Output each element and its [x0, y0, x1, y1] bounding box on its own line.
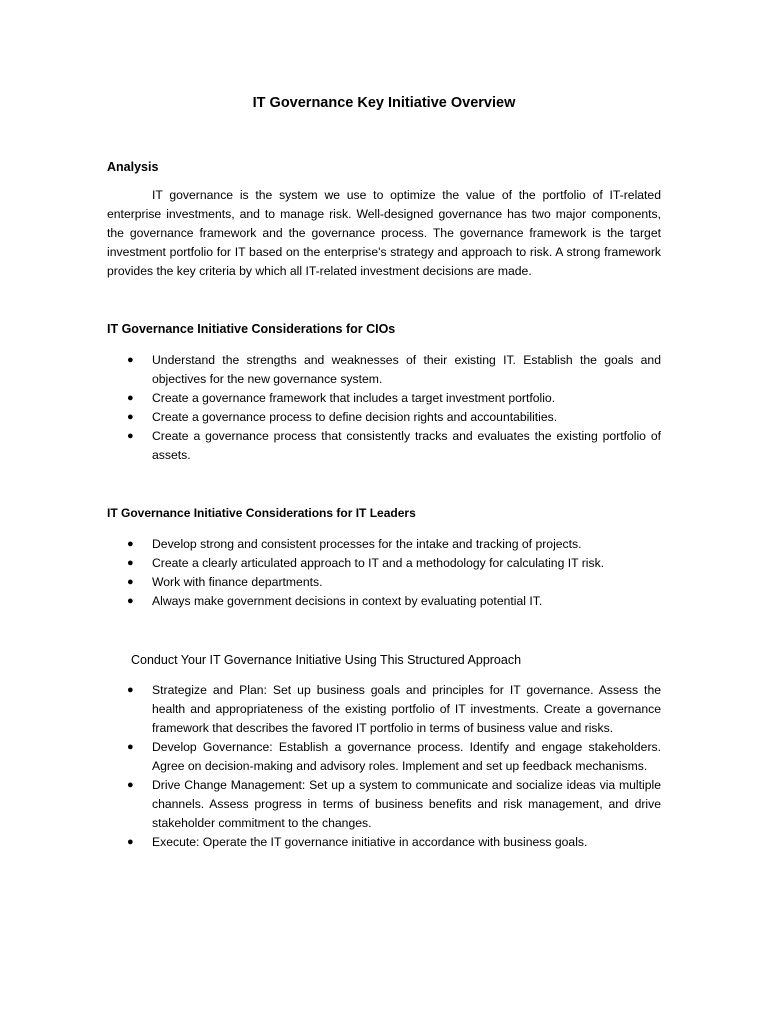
list-item	[107, 554, 661, 573]
bullet-icon: ●	[127, 836, 134, 848]
bullet-icon: ●	[127, 430, 134, 442]
list-item-text: Work with finance departments.	[152, 575, 323, 589]
bullet-icon: ●	[127, 684, 134, 696]
list-item	[107, 351, 661, 389]
list-item	[107, 681, 661, 738]
document-title: IT Governance Key Initiative Overview	[252, 95, 516, 111]
list-item-text: Create a governance framework that includes a target investment portfolio.	[152, 391, 556, 405]
list-item	[107, 535, 661, 554]
bullet-icon: ●	[127, 557, 134, 569]
leaders-section-heading: IT Governance Initiative Considerations for IT Leaders	[107, 506, 416, 520]
list-item	[107, 389, 661, 408]
list-item-text: Drive Change Management: Set up a system to communicate and socialize ideas via multiple channels. Assess progress in terms of business benefits and risk management, and drive stakeholder commitment to the changes.	[152, 778, 661, 830]
list-item	[107, 833, 661, 852]
bullet-icon: ●	[127, 741, 134, 753]
analysis-paragraph: IT governance is the system we use to optimize the value of the portfolio of IT-related enterprise investments, and to manage risk. Well-designed governance has two major components, the governance framework and the governance process. The governance framework is the target investment portfolio for IT based on the enterprise's strategy and approach to risk. A strong framework provides the key criteria by which all IT-related investment decisions are made.	[107, 188, 661, 278]
cio-section-heading: IT Governance Initiative Considerations for CIOs	[107, 322, 396, 336]
list-item-text: Create a governance process to define decision rights and accountabilities.	[152, 410, 558, 424]
list-item	[107, 408, 661, 427]
bullet-icon: ●	[127, 354, 134, 366]
list-item	[107, 573, 661, 592]
bullet-icon: ●	[127, 576, 134, 588]
bullet-icon: ●	[127, 411, 134, 423]
approach-section-heading: Conduct Your IT Governance Initiative Using This Structured Approach	[131, 653, 522, 667]
list-item-text: Understand the strengths and weaknesses of their existing IT. Establish the goals and objectives for the new governance system.	[152, 353, 661, 386]
list-item	[107, 427, 661, 465]
bullet-icon: ●	[127, 392, 134, 404]
cio-considerations-list	[107, 351, 661, 465]
list-item	[107, 738, 661, 776]
analysis-heading: Analysis	[107, 160, 159, 174]
leaders-considerations-list	[107, 535, 661, 611]
bullet-icon: ●	[127, 595, 134, 607]
list-item-text: Execute: Operate the IT governance initiative in accordance with business goals.	[152, 835, 588, 849]
list-item	[107, 776, 661, 833]
list-item	[107, 592, 661, 611]
bullet-icon: ●	[127, 779, 134, 791]
list-item-text: Develop strong and consistent processes for the intake and tracking of projects.	[152, 537, 582, 551]
list-item-text: Strategize and Plan: Set up business goals and principles for IT governance. Assess the health and appropriateness of the existing portfolio of IT investments. Create a governance framework that describes the favored IT portfolio in terms of business value and risks.	[152, 683, 661, 735]
list-item-text: Always make government decisions in context by evaluating potential IT.	[152, 594, 543, 608]
bullet-icon: ●	[127, 538, 134, 550]
list-item-text: Create a clearly articulated approach to IT and a methodology for calculating IT risk.	[152, 556, 605, 570]
list-item-text: Develop Governance: Establish a governance process. Identify and engage stakeholders. Agree on decision-making and advisory roles. Implement and set up feedback mechanisms.	[152, 740, 661, 773]
list-item-text: Create a governance process that consistently tracks and evaluates the existing portfolio of assets.	[152, 429, 661, 462]
approach-steps-list	[107, 681, 661, 852]
